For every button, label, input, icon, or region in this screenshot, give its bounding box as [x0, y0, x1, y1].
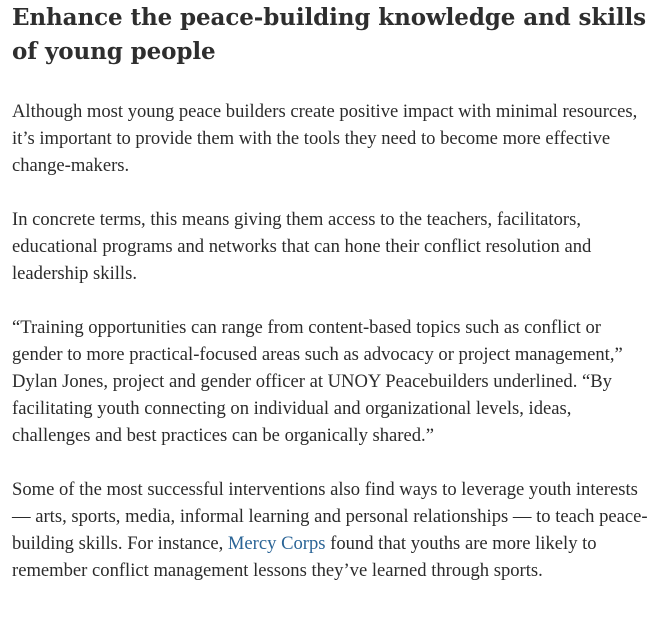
- mercy-corps-link[interactable]: Mercy Corps: [227, 533, 326, 554]
- article-body: [12, 0, 652, 584]
- paragraph-4: [12, 476, 652, 584]
- paragraph-4-text-start: Some of the most successful interventions also find ways to leverage youth interests — arts, sports, media, informal learning and personal relationships — to teach peace-building skills. For instance,: [12, 479, 648, 554]
- paragraph-1: Although most young peace builders create positive impact with minimal resources, it’s important to provide them with the tools they need to become more effective change-makers.: [12, 101, 638, 176]
- section-heading: Enhance the peace-building knowledge and skills of young people: [12, 4, 646, 65]
- paragraph-4-text-end: found that youths are more likely to remember conflict management lessons they’ve learned through sports.: [12, 533, 597, 581]
- paragraph-3: “Training opportunities can range from content-based topics such as conflict or gender to more practical-focused areas such as advocacy or project management,” Dylan Jones, project and gender officer at UNOY Peacebuilders underlined. “By facilitating youth connecting on individual and organizational levels, ideas, challenges and best practices can be organically shared.”: [12, 317, 623, 446]
- paragraph-2: In concrete terms, this means giving them access to the teachers, facilitators, educational programs and networks that can hone their conflict resolution and leadership skills.: [12, 209, 592, 284]
